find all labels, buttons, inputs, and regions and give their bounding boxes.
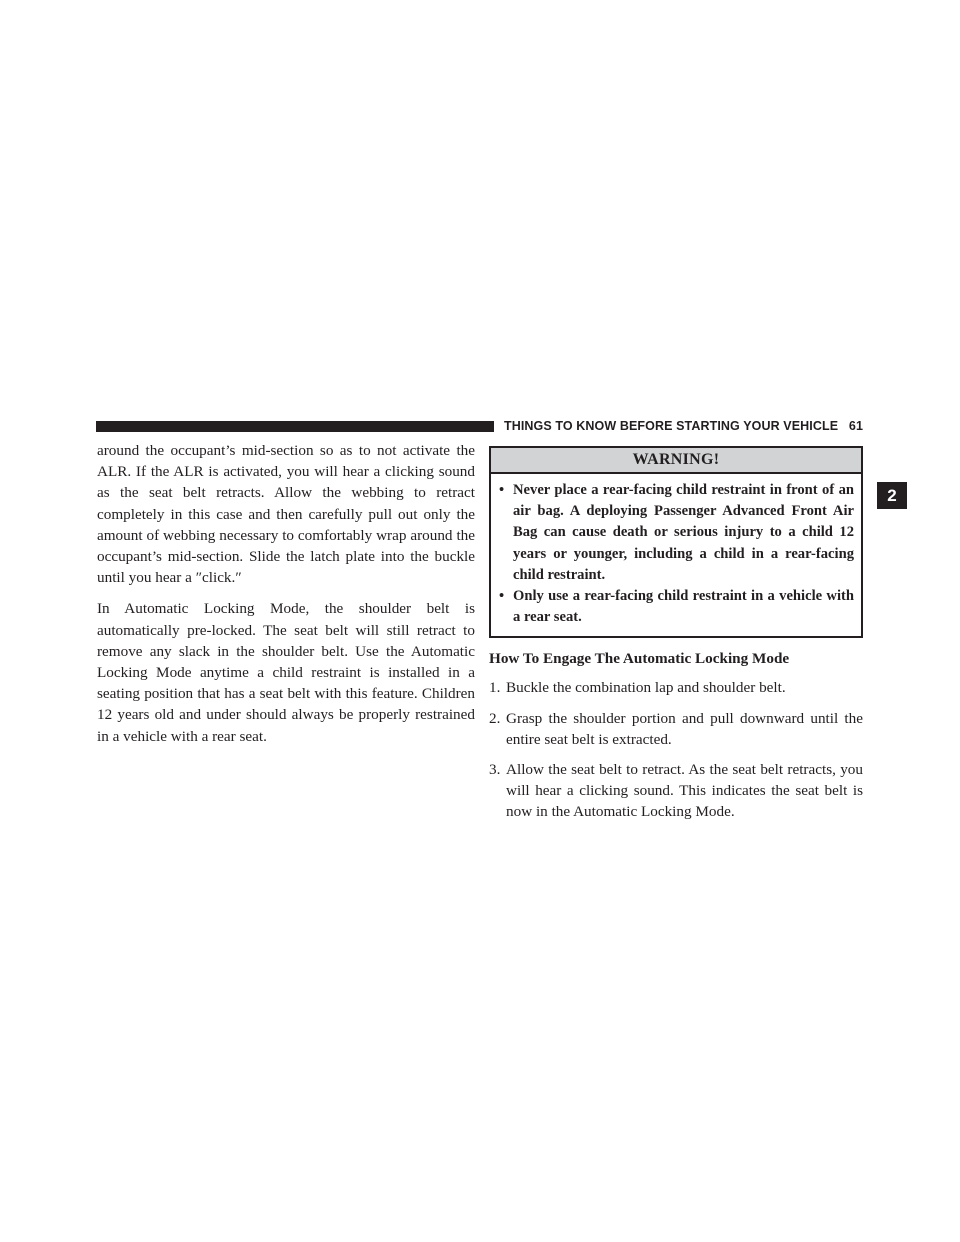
warning-list — [491, 474, 861, 636]
warning-item-text: Never place a rear-facing child restraint in front of an air bag. A deploying Passenger Advanced Front Air Bag can cause death or serious injury to a child 12 years or younger, including a child in a rear-facing child restraint. — [513, 482, 854, 583]
step-item — [489, 677, 863, 698]
section-heading: How To Engage The Automatic Locking Mode — [489, 650, 790, 668]
step-number: 2. — [489, 709, 501, 727]
step-item — [489, 759, 863, 823]
left-column — [97, 440, 475, 757]
warning-box — [489, 446, 863, 638]
page-number: 61 — [848, 419, 863, 433]
warning-item — [499, 480, 854, 586]
step-item — [489, 708, 863, 750]
running-header — [501, 418, 863, 435]
bullet-icon: • — [499, 482, 505, 498]
step-number: 1. — [489, 679, 501, 697]
step-text: Allow the seat belt to retract. As the seat belt retracts, you will hear a clicking sound. This indicates the seat belt is now in the Automatic Locking Mode. — [506, 761, 863, 821]
body-paragraph: In Automatic Locking Mode, the shoulder belt is automatically pre-locked. The seat belt will still retract to remove any slack in the shoulder belt. Use the Automatic Locking Mode anytime a child restraint is installed in a seating position that has a seat belt with this feature. Children 12 years old and under should always be properly restrained in a vehicle with a rear seat. — [97, 600, 475, 745]
warning-title: WARNING! — [491, 448, 861, 474]
right-column — [489, 446, 863, 832]
step-text: Buckle the combination lap and shoulder belt. — [506, 679, 786, 697]
steps-list — [489, 677, 863, 822]
header-rule — [96, 421, 494, 432]
warning-item-text: Only use a rear-facing child restraint in a vehicle with a rear seat. — [513, 588, 854, 626]
running-header-title: THINGS TO KNOW BEFORE STARTING YOUR VEHICLE — [503, 419, 839, 433]
bullet-icon: • — [499, 588, 505, 605]
body-paragraph: around the occupant’s mid-section so as to not activate the ALR. If the ALR is activated, you will hear a clicking sound as the seat belt retracts. Allow the webbing to retract completely in this case and then carefully pull out only the amount of webbing necessary to comfortably wrap around the occupant’s mid-section. Slide the latch plate into the buckle until you hear a ″click.″ — [97, 442, 475, 587]
step-text: Grasp the shoulder portion and pull downward until the entire seat belt is extracted. — [506, 709, 863, 748]
step-number: 3. — [489, 761, 501, 779]
chapter-tab: 2 — [877, 482, 907, 509]
warning-item — [499, 586, 854, 628]
